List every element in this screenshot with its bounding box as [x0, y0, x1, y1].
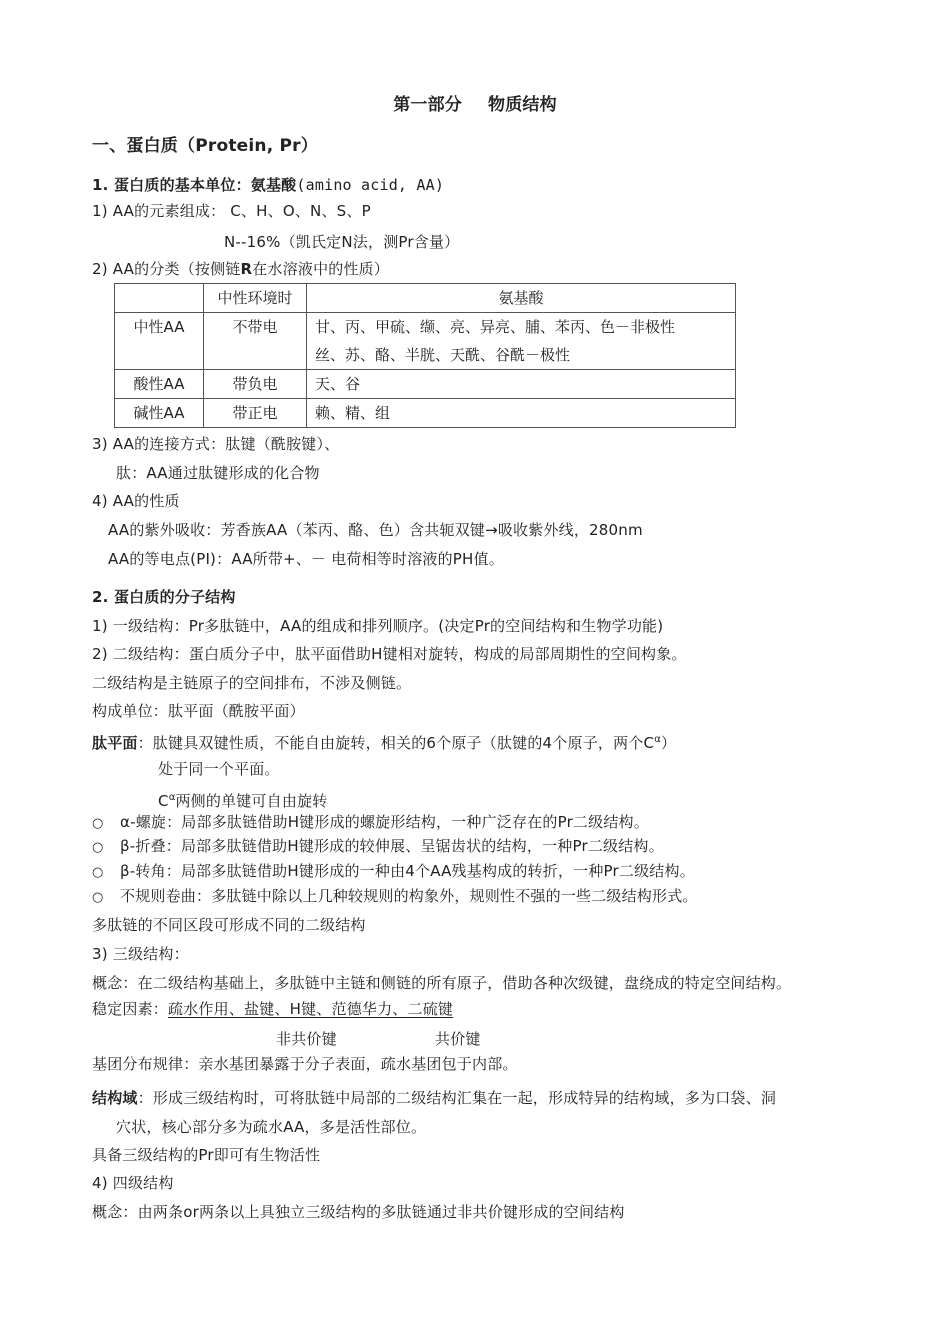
table-cell-type: 酸性AA	[115, 370, 204, 399]
alpha-helix: α-螺旋：局部多肽链借助H键形成的螺旋形结构，一种广泛存在的Pr二级结构。	[120, 813, 649, 831]
page-title	[0, 95, 950, 115]
table-cell-aa	[307, 313, 736, 370]
peptide-plane-end: ）	[660, 734, 677, 752]
aa-isoelectric-point: AA的等电点(PI)：AA所带+、－ 电荷相等时溶液的PH值。	[108, 550, 504, 568]
covalent-label: 共价键	[435, 1030, 481, 1048]
tertiary-concept: 概念：在二级结构基础上，多肽链中主链和侧链的所有原子，借助各种次级键，盘绕成的特定空间结构。	[92, 974, 792, 992]
aa-line: 丝、苏、酪、半胱、天酰、谷酰－极性	[315, 346, 571, 364]
amino-acid-table	[114, 283, 736, 428]
title-part: 第一部分	[393, 95, 462, 115]
domain-cont: 穴状，核心部分多为疏水AA，多是活性部位。	[116, 1118, 427, 1136]
aa-properties: 4) AA的性质	[92, 492, 180, 510]
heading-text: 蛋白质的基本单位：氨基酸	[113, 176, 297, 194]
table-header-cell: 氨基酸	[307, 284, 736, 313]
secondary-structure: 2) 二级结构：蛋白质分子中，肽平面借助H键相对旋转，构成的局部周期性的空间构象。	[92, 645, 687, 663]
aa-linkage: 3) AA的连接方式：肽键（酰胺键）、	[92, 435, 340, 453]
aa-elements: 1) AA的元素组成： C、H、O、N、S、P	[92, 202, 371, 220]
calpha-rotation	[158, 788, 328, 811]
table-header-cell: 中性环境时	[204, 284, 307, 313]
beta-sheet: β-折叠：局部多肽链借助H键形成的较伸展、呈锯齿状的结构，一种Pr二级结构。	[120, 837, 664, 855]
heading-molecular-structure	[92, 587, 236, 607]
aa-class-r: R	[240, 260, 253, 278]
heading-num: 2.	[92, 588, 109, 606]
heading-basic-unit	[92, 175, 444, 195]
quaternary-structure: 4) 四级结构	[92, 1174, 174, 1192]
bullet-icon: ○	[92, 865, 104, 880]
domain-definition	[92, 1088, 776, 1108]
table-cell-charge: 带负电	[204, 370, 307, 399]
table-header-row	[115, 284, 736, 313]
calpha-text: 两侧的单键可自由旋转	[175, 792, 328, 810]
table-cell-aa: 天、谷	[307, 370, 736, 399]
bullet-icon: ○	[92, 840, 104, 855]
secondary-structure-note: 二级结构是主链原子的空间排布，不涉及侧链。	[92, 674, 412, 692]
table-row	[115, 399, 736, 428]
stability-label: 稳定因素：	[92, 1000, 169, 1018]
section-heading-protein: 一、蛋白质（Protein, Pr）	[92, 136, 318, 156]
aa-class-post: 在水溶液中的性质）	[252, 260, 390, 278]
bullet-icon: ○	[92, 816, 104, 831]
beta-turn: β-转角：局部多肽链借助H键形成的一种由4个AA残基构成的转折，一种Pr二级结构。	[120, 862, 695, 880]
aa-classification	[92, 259, 389, 279]
peptide-plane-text: ：肽键具双键性质，不能自由旋转，相关的6个原子（肽键的4个原子，两个C	[137, 734, 655, 752]
peptide-plane	[92, 730, 676, 753]
table-cell-aa: 赖、精、组	[307, 399, 736, 428]
random-coil: 不规则卷曲：多肽链中除以上几种较规则的构象外，规则性不强的一些二级结构形式。	[120, 887, 698, 905]
table-row	[115, 313, 736, 370]
calpha-c: C	[158, 792, 169, 810]
heading-text: 蛋白质的分子结构	[113, 588, 236, 606]
table-cell-charge: 带正电	[204, 399, 307, 428]
heading-num: 1.	[92, 176, 109, 194]
bullet-icon: ○	[92, 890, 104, 905]
heading-mono: (amino acid, AA)	[296, 176, 445, 194]
stability-list: 疏水作用、盐键、H键、范德华力、二硫键	[168, 1000, 454, 1018]
alpha-sup: α	[654, 734, 661, 745]
table-cell-charge: 不带电	[204, 313, 307, 370]
bioactivity-note: 具备三级结构的Pr即可有生物活性	[92, 1146, 321, 1164]
title-name: 物质结构	[488, 95, 557, 115]
noncovalent-label: 非共价键	[276, 1030, 337, 1048]
table-row	[115, 370, 736, 399]
aa-line: 甘、丙、甲硫、缬、亮、异亮、脯、苯丙、色－非极性	[315, 318, 676, 336]
aa-nitrogen: N--16%（凯氏定N法，测Pr含量）	[224, 233, 460, 251]
tertiary-structure: 3) 三级结构：	[92, 945, 189, 963]
domain-text: ：形成三级结构时，可将肽链中局部的二级结构汇集在一起，形成特异的结构域，多为口袋、洞	[137, 1089, 777, 1107]
primary-structure: 1) 一级结构：Pr多肽链中，AA的组成和排列顺序。(决定Pr的空间结构和生物学功能)	[92, 617, 664, 635]
group-distribution: 基团分布规律：亲水基团暴露于分子表面，疏水基团包于内部。	[92, 1055, 518, 1073]
domain-label: 结构域	[92, 1089, 138, 1107]
peptide-plane-cont: 处于同一个平面。	[158, 760, 280, 778]
aa-class-pre: 2) AA的分类（按侧链	[92, 260, 241, 278]
peptide-definition: 肽：AA通过肽键形成的化合物	[116, 464, 320, 482]
stability-factors	[92, 999, 453, 1019]
aa-uv-absorption: AA的紫外吸收：芳香族AA（苯丙、酪、色）含共轭双键→吸收紫外线，280nm	[108, 521, 643, 539]
peptide-plane-label: 肽平面	[92, 734, 138, 752]
secondary-regions: 多肽链的不同区段可形成不同的二级结构	[92, 916, 366, 934]
table-header-cell	[115, 284, 204, 313]
table-cell-type: 中性AA	[115, 313, 204, 370]
table-cell-type: 碱性AA	[115, 399, 204, 428]
alpha-sup: α	[168, 792, 176, 803]
structural-unit: 构成单位：肽平面（酰胺平面）	[92, 702, 305, 720]
quaternary-concept: 概念：由两条or两条以上具独立三级结构的多肽链通过非共价键形成的空间结构	[92, 1203, 625, 1221]
